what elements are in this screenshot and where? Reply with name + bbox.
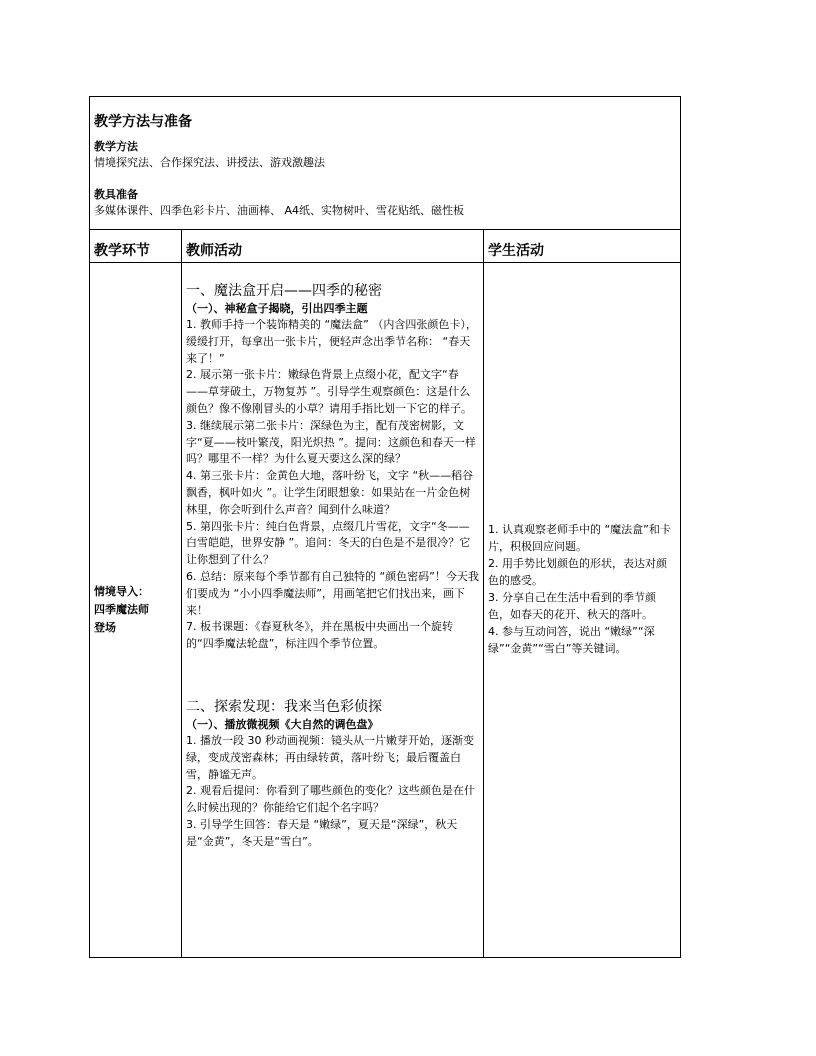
part2-title: 二、探索发现：我来当色彩侦探 (186, 698, 382, 715)
part1-item: 3. 继续展示第二张卡片：深绿色为主，配有茂密树影，文字“夏——枝叶繁茂，阳光炽热 ”。提问：这颜色和春天一样吗？哪里不一样？为什么夏天要这么深的绿？ (186, 418, 476, 466)
part2-subtitle: （一）、播放微视频《大自然的调色盘》 (186, 717, 379, 731)
part2-item: 3. 引导学生回答：春天是 “嫩绿”，夏天是“深绿”，秋天是“金黄”，冬天是“雪白”。 (186, 817, 458, 848)
student-item: 4. 参与互动问答，说出 “嫩绿”“深绿”“金黄”“雪白”等关键词。 (488, 625, 655, 655)
stage-line-2: 四季魔法师 (94, 603, 149, 616)
header-row (90, 230, 681, 263)
teaching-tools-label: 教具准备 (94, 188, 138, 201)
lesson-plan-table (89, 96, 681, 958)
stage-line-3: 登场 (94, 621, 116, 634)
part1-item: 4. 第三张卡片：金黄色大地，落叶纷飞，文字 “秋——稻谷飘香，枫叶如火 ”。让学生闭眼想象：如果站在一片金色树林里，你会听到什么声音？闻到什么味道？ (186, 469, 474, 516)
part1-title: 一、魔法盒开启——四季的秘密 (186, 283, 382, 299)
student-activity-cell (484, 263, 681, 958)
part1-item: 6. 总结：原来每个季节都有自己独特的 “颜色密码”！今天我们要成为 “小小四季魔法师”，用画笔把它们找出来，画下来！ (186, 569, 479, 617)
header-student-activity: 学生活动 (484, 230, 681, 263)
part1-item: 5. 第四张卡片：纯白色背景，点缀几片雪花，文字“冬——白雪皑皑，世界安静 ”。追问：冬天的白色是不是很冷？它让你想到了什么？ (186, 519, 471, 567)
content-row (90, 263, 681, 958)
part2-item: 1. 播放一段 30 秒动画视频：镜头从一片嫩芽开始，逐渐变绿，变成茂密森林；再由绿转黄，落叶纷飞；最后覆盖白雪，静谧无声。 (186, 733, 474, 781)
part1-item: 2. 展示第一张卡片：嫩绿色背景上点缀小花，配文字“春——草芽破土，万物复苏 ”。引导学生观察颜色：这是什么颜色？像不像刚冒头的小草？请用手指比划一下它的样子。 (186, 368, 472, 415)
student-item: 1. 认真观察老师手中的 “魔法盒”和卡片，积极回应问题。 (488, 523, 671, 553)
part1-item: 7. 板书课题：《春夏秋冬》，并在黑板中央画出一个旋转的“四季魔法轮盘”，标注四个季节位置。 (186, 620, 453, 651)
methods-section-title: 教学方法与准备 (94, 114, 192, 130)
header-teacher-activity: 教师活动 (182, 230, 484, 263)
methods-cell (90, 97, 681, 230)
teaching-method-text: 情境探究法、合作探究法、讲授法、游戏激趣法 (94, 156, 325, 169)
teaching-tools-text: 多媒体课件、四季色彩卡片、油画棒、 A4纸、实物树叶、雪花贴纸、磁性板 (94, 204, 465, 217)
student-item: 2. 用手势比划颜色的形状，表达对颜色的感受。 (488, 557, 667, 587)
header-stage: 教学环节 (90, 230, 182, 263)
methods-row (90, 97, 681, 230)
part2-item: 2. 观看后提问：你看到了哪些颜色的变化？这些颜色是在什么时候出现的？你能给它们起个名字吗？ (186, 784, 475, 815)
teacher-activity-cell (182, 263, 484, 958)
part1-item: 1. 教师手持一个装饰精美的 “魔法盒” （内含四张颜色卡），缓缓打开，每拿出一张卡片，便轻声念出季节名称： “春天来了！” (186, 318, 477, 365)
stage-cell (90, 263, 182, 958)
part1-subtitle: （一）、神秘盒子揭晓，引出四季主题 (186, 302, 368, 315)
student-item: 3. 分享自己在生活中看到的季节颜色，如春天的花开、秋天的落叶。 (488, 591, 656, 621)
teaching-method-label: 教学方法 (94, 140, 138, 153)
stage-name (94, 583, 177, 637)
stage-line-1: 情境导入： (94, 585, 149, 598)
